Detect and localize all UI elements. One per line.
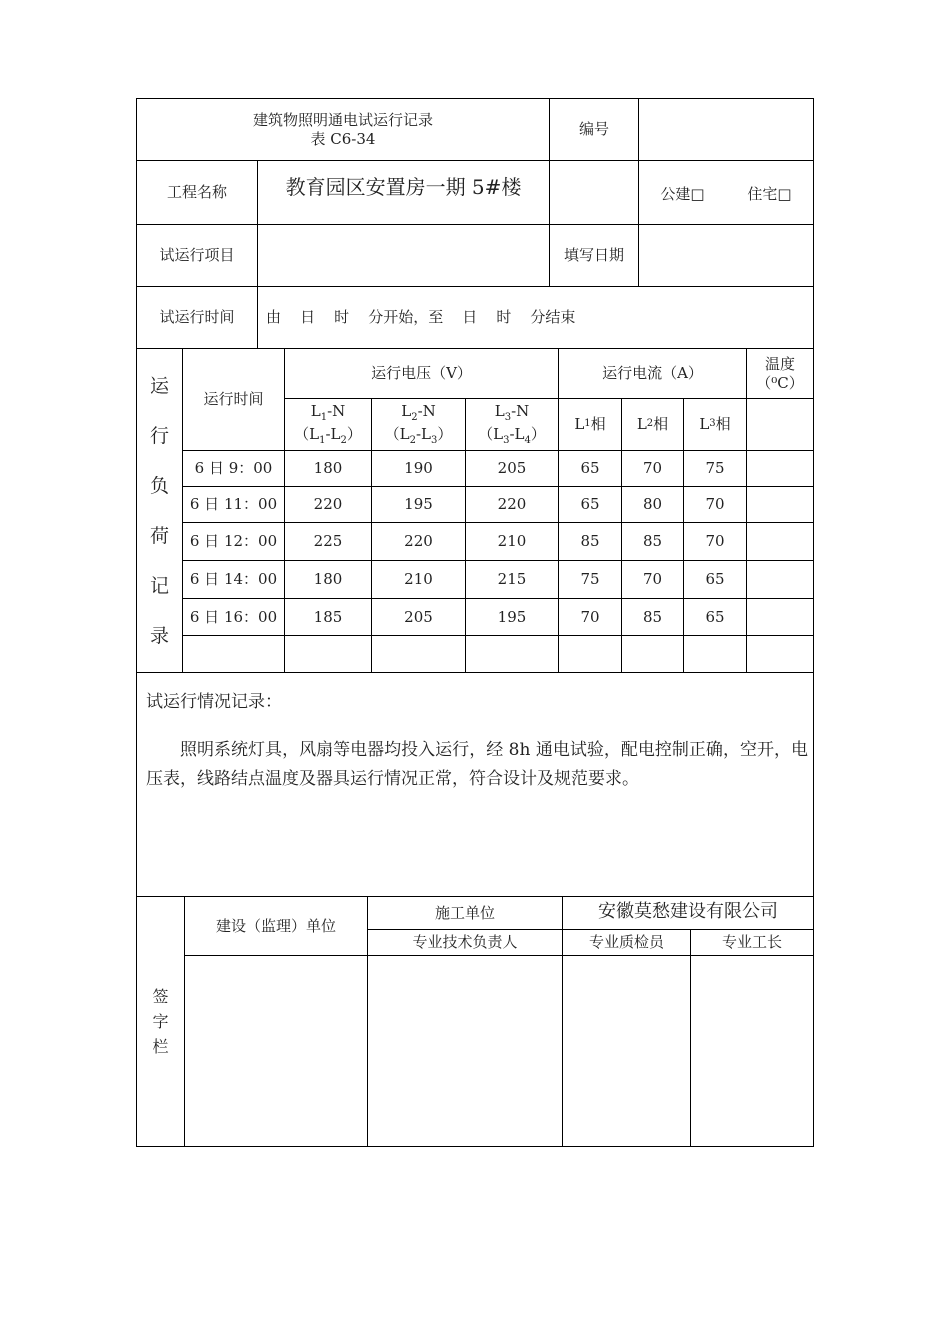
row-voltage-l1[interactable] — [285, 636, 371, 672]
form-number: 表 C6-34 — [310, 129, 376, 148]
quality-inspector-signature-field[interactable] — [563, 956, 690, 1146]
row-voltage-l3[interactable]: 205 — [497, 459, 527, 478]
public-building-checkbox[interactable]: 公建□ — [660, 184, 705, 203]
fill-date-label: 填写日期 — [563, 246, 624, 265]
row-current-l1[interactable]: 65 — [580, 495, 600, 514]
foreman-signature-field[interactable] — [691, 956, 813, 1146]
building-type-options — [639, 161, 813, 227]
row-temperature[interactable] — [747, 451, 813, 486]
form-title: 建筑物照明通电试运行记录 — [252, 110, 433, 129]
number-label: 编号 — [578, 120, 609, 139]
row-current-l2[interactable]: 85 — [642, 607, 663, 626]
voltage-subheader-l1: $L_1-N$ $(L_1-L_2)$ — [294, 402, 362, 446]
current-subheader-l3: L 3 相 — [699, 415, 731, 434]
foreman-label: 专业工长 — [721, 933, 782, 952]
row-time[interactable] — [183, 636, 284, 672]
quality-inspector-label: 专业质检员 — [588, 933, 664, 952]
row-voltage-l2[interactable] — [372, 636, 465, 672]
current-header: 运行电流（A） — [602, 364, 703, 383]
row-current-l1[interactable]: 85 — [580, 532, 600, 551]
voltage-header: 运行电压（V） — [371, 364, 472, 383]
row-voltage-l1[interactable]: 220 — [313, 495, 343, 514]
number-field[interactable] — [639, 99, 813, 160]
fill-date-field[interactable] — [639, 225, 813, 286]
trial-item-field[interactable] — [258, 225, 549, 286]
row-current-l1[interactable] — [559, 636, 621, 672]
row-temperature[interactable] — [747, 599, 813, 635]
row-voltage-l2[interactable]: 210 — [404, 570, 433, 589]
row-current-l1[interactable]: 70 — [580, 607, 600, 626]
run-time-header: 运行时间 — [203, 390, 264, 409]
row-time[interactable]: 6 日 14：00 — [189, 570, 278, 589]
row-temperature[interactable] — [747, 523, 813, 560]
table-border-right — [813, 98, 814, 1147]
tech-lead-signature-field[interactable] — [368, 956, 562, 1146]
contractor-name: 安徽莫愁建设有限公司 — [598, 900, 778, 922]
row-current-l2[interactable]: 70 — [642, 570, 663, 589]
row-time[interactable]: 6 日 12：00 — [189, 532, 278, 551]
row-time[interactable]: 6 日 11：00 — [189, 495, 278, 514]
current-subheader-l1: L 1 相 — [574, 415, 606, 434]
row-current-l3[interactable]: 70 — [705, 495, 725, 514]
load-record-section-label: 运 行 负 荷 记 录 — [149, 374, 169, 647]
row-current-l2[interactable]: 85 — [642, 532, 663, 551]
owner-supervisor-label: 建设（监理）单位 — [215, 916, 336, 935]
row-current-l2[interactable]: 80 — [642, 495, 663, 514]
row-voltage-l3[interactable]: 215 — [497, 570, 527, 589]
row-current-l1[interactable]: 65 — [580, 459, 600, 478]
current-subheader-l2: L 2 相 — [636, 415, 669, 434]
trial-time-label: 试运行时间 — [159, 308, 235, 327]
project-name-value[interactable]: 教育园区安置房一期 5#楼 — [285, 174, 522, 199]
row-voltage-l1[interactable]: 225 — [313, 532, 343, 551]
owner-signature-field[interactable] — [185, 956, 367, 1146]
temperature-header: 温度 （⁰C） — [756, 354, 804, 392]
row-voltage-l3[interactable] — [466, 636, 558, 672]
row-time[interactable]: 6 日 16：00 — [189, 607, 278, 626]
row-voltage-l1[interactable]: 185 — [313, 607, 343, 626]
row-voltage-l2[interactable]: 195 — [404, 495, 433, 514]
table-border-bottom — [136, 1146, 814, 1147]
row-voltage-l2[interactable]: 205 — [404, 607, 433, 626]
tech-lead-label: 专业技术负责人 — [412, 933, 518, 952]
trial-time-text[interactable]: 由 日 时 分开始，至 日 时 分结束 — [266, 308, 576, 327]
trial-item-label: 试运行项目 — [159, 246, 235, 265]
row-voltage-l2[interactable]: 220 — [404, 532, 433, 551]
row-current-l3[interactable]: 65 — [705, 607, 725, 626]
situation-label: 试运行情况记录： — [146, 692, 282, 712]
signature-section-label: 签 字 栏 — [152, 987, 169, 1056]
row-current-l1[interactable]: 75 — [580, 570, 600, 589]
row-current-l3[interactable] — [684, 636, 746, 672]
row-current-l2[interactable]: 70 — [642, 459, 663, 478]
row-voltage-l3[interactable]: 210 — [497, 532, 527, 551]
row-voltage-l1[interactable]: 180 — [313, 459, 343, 478]
voltage-subheader-l3: $L_3-N$ $(L_3-L_4)$ — [478, 402, 546, 446]
row-temperature[interactable] — [747, 636, 813, 672]
row-divider — [136, 672, 814, 673]
row-voltage-l1[interactable]: 180 — [313, 570, 343, 589]
form-title-block — [137, 99, 549, 160]
row-temperature[interactable] — [747, 487, 813, 522]
row-voltage-l2[interactable]: 190 — [404, 459, 433, 478]
row-current-l2[interactable] — [622, 636, 683, 672]
row-current-l3[interactable]: 75 — [705, 459, 725, 478]
row-voltage-l3[interactable]: 195 — [497, 607, 527, 626]
situation-text[interactable]: 照明系统灯具，风扇等电器均投入运行，经 8h 通电试验，配电控制正确，空开，电压表，线路结点温度及器具运行情况正常，符合设计及规范要求。 — [146, 740, 808, 789]
row-time[interactable]: 6 日 9：00 — [194, 459, 273, 478]
row-temperature[interactable] — [747, 561, 813, 598]
voltage-subheader-l2: $L_2-N$ $(L_2-L_3)$ — [384, 402, 453, 446]
residential-checkbox[interactable]: 住宅□ — [747, 184, 792, 203]
row-current-l3[interactable]: 65 — [705, 570, 725, 589]
project-name-label: 工程名称 — [166, 183, 227, 202]
contractor-label: 施工单位 — [434, 903, 495, 922]
row-voltage-l3[interactable]: 220 — [497, 495, 527, 514]
row-current-l3[interactable]: 70 — [705, 532, 725, 551]
